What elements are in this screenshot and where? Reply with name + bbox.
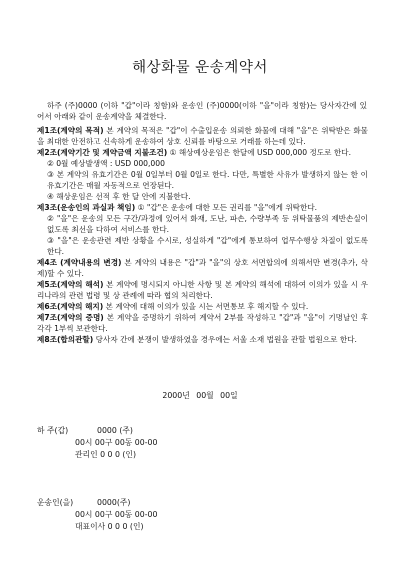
article-heading: 제1조(계약의 목적) [37, 126, 104, 135]
party-signatory: 대표이사 0 0 0 (인) [75, 522, 144, 531]
article-clause: ③ 본 계약의 유효기간은 0월 0일부터 0월 0일로 한다. 다만, 특별한 사유가 발생하지 않는 한 이 유효기간은 매월 자동적으로 연장된다. [47, 170, 368, 190]
article-4 [37, 257, 368, 279]
article-body: 본 계약의 목적은 "갑"이 수출입운송 의뢰한 화물에 대해 "을"은 위탁받은 화물을 최대한 안전하고 신속하게 운송하여 상호 신뢰를 바탕으로 거래를 하는데 있다. [37, 126, 369, 146]
article-heading: 제2조(계약기간 및 계약금액 지불조건) [37, 148, 168, 157]
article-heading: 제4조 (계약내용의 변경) [37, 258, 122, 267]
article-body: 본 계약에 명시되지 아니한 사항 및 본 계약의 해석에 대하여 이의가 있을 시 우리나라의 관련 법령 및 상 관례에 따라 협의 처리한다. [37, 280, 369, 300]
article-heading: 제8조(합의관할) [37, 335, 94, 344]
party-signatory: 관리인 0 0 0 (인) [75, 450, 137, 459]
article-heading: 제3조(운송인의 과실과 책임) [37, 203, 136, 212]
article-8 [37, 334, 368, 345]
article-heading: 제5조(계약의 해석) [37, 280, 104, 289]
document-title: 해상화물 운송계약서 [132, 60, 268, 76]
article-body: 본 계약에 대해 이의가 있을 시는 서면통보 후 해지할 수 있다. [103, 302, 309, 311]
article-body: ① "갑"은 운송에 대한 모든 권리를 "을"에게 위탁한다. [135, 203, 318, 212]
article-2 [37, 147, 368, 158]
article-heading: 제7조(계약의 증명) [37, 313, 104, 322]
party-address: 00시 00구 00동 00-00 [75, 510, 158, 519]
article-body: 본 계약을 증명하기 위하여 계약서 2부를 작성하고 "갑"과 "을"이 기명날인 후 각각 1부씩 보관한다. [37, 313, 368, 333]
party-name: 0000 (주) [97, 426, 133, 435]
party-role: 하 주(갑) [37, 426, 69, 435]
article-6 [37, 301, 368, 312]
article-7 [37, 312, 368, 334]
article-body: 당사자 간에 분쟁이 발생하였을 경우에는 서울 소재 법원을 관할 법원으로 한다. [93, 335, 357, 344]
article-body: ① 해상예상운임은 한달에 USD 000,000 정도로 한다. [167, 148, 351, 157]
article-clause: ② 0월 예상발생액 : USD 000,000 [47, 159, 165, 168]
contract-date: 2000년 00월 00일 [162, 391, 238, 400]
article-clause: ③ "을"은 운송관련 제반 상황을 수시로, 성실하게 "갑"에게 통보하여 업무수행상 차질이 없도록 한다. [47, 236, 368, 256]
article-heading: 제6조(계약의 해지) [37, 302, 104, 311]
intro-paragraph: 하주 (주)0000 (이하 "갑"이라 칭함)와 운송인 (주)0000(이하 "을"이라 칭함)는 당사자간에 있어서 아래와 같이 운송계약을 체결한다. [37, 101, 367, 121]
article-3 [37, 202, 368, 213]
articles-section [37, 125, 368, 345]
party-role: 운송인(을) [37, 498, 74, 507]
party-name: 0000(주) [97, 498, 131, 507]
article-5 [37, 279, 368, 301]
party-address: 00시 00구 00동 00-00 [75, 438, 158, 447]
article-1 [37, 125, 368, 147]
article-clause: ② "을"은 운송의 모든 구간/과정에 있어서 화재, 도난, 파손, 수량부족 등 위탁물품의 제반손실이 없도록 최선을 다하여 서비스를 한다. [47, 214, 368, 234]
article-clause: ④ 해상운임은 선적 후 한 달 안에 지불한다. [47, 192, 191, 201]
article-body: 본 계약의 내용은 "갑"과 "을"의 상호 서면합의에 의해서만 변경(추가, 삭제)할 수 있다. [37, 258, 368, 278]
